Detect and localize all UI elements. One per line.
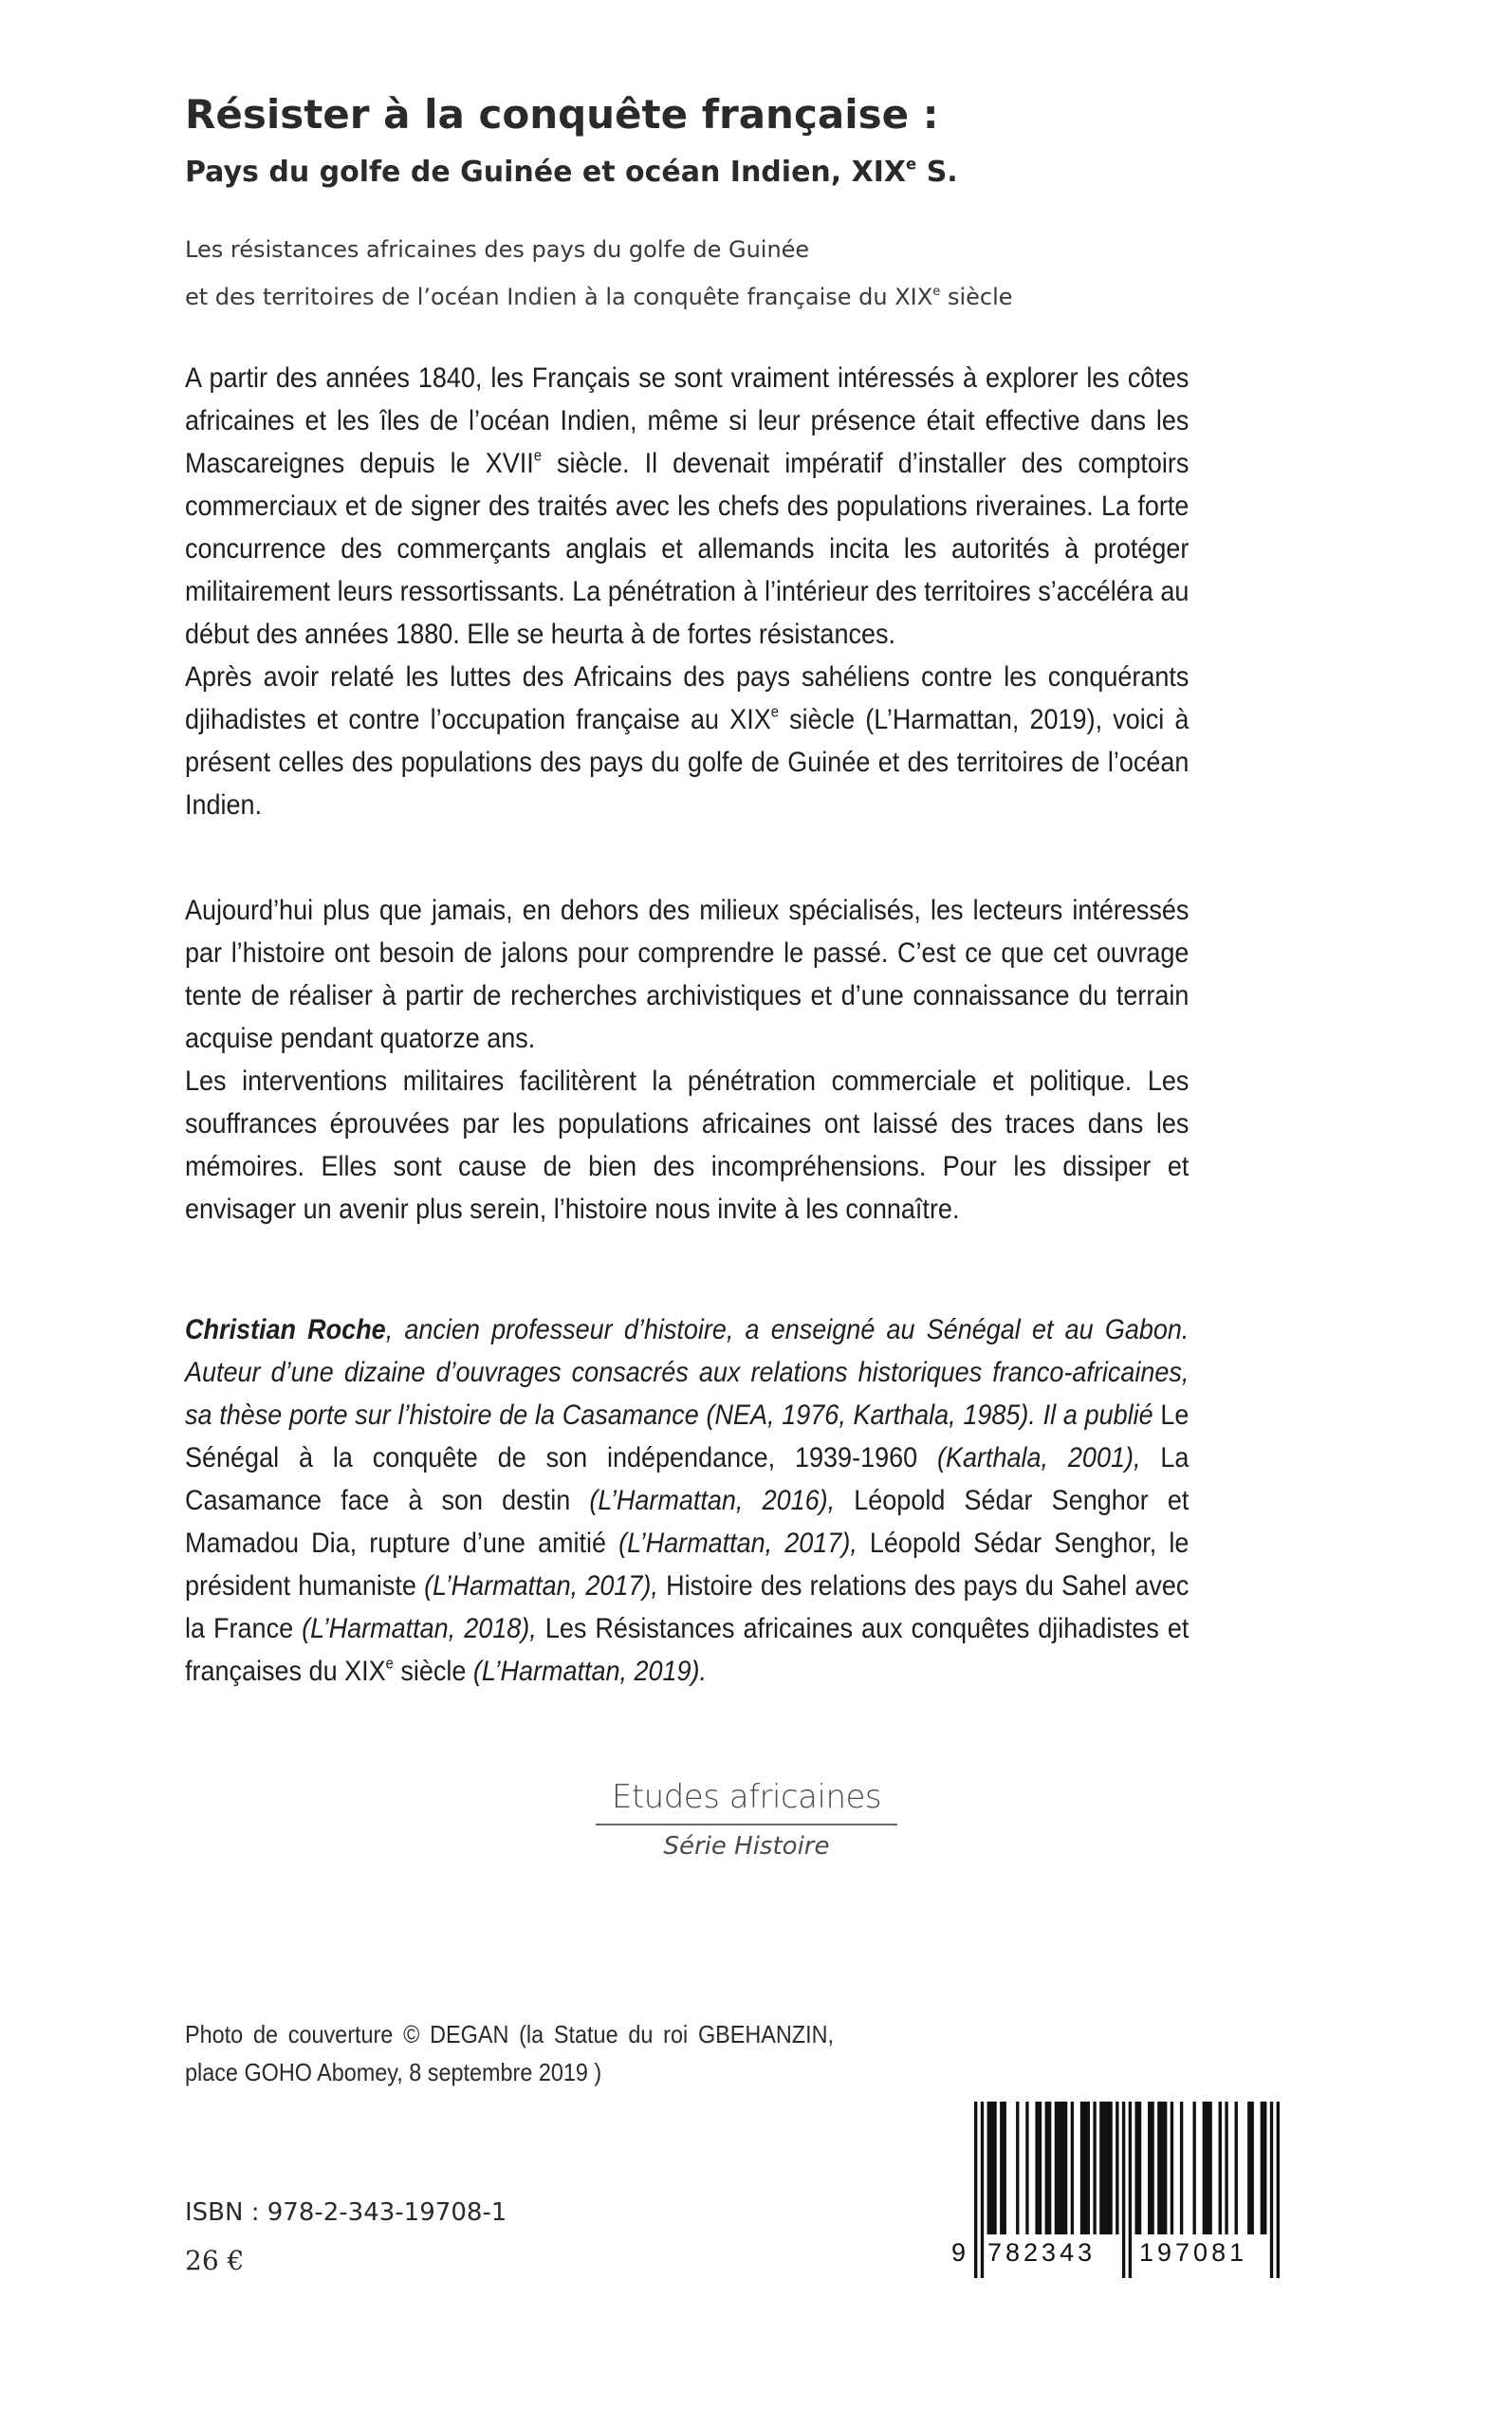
description-line-2 <box>185 273 1247 321</box>
barcode-bar <box>1225 2102 1227 2234</box>
barcode-bar <box>1180 2102 1183 2234</box>
bio-text-3: (L’Harmattan, 2016), <box>570 1485 855 1516</box>
barcode-bar <box>987 2102 997 2234</box>
barcode-bar <box>1016 2102 1019 2234</box>
barcode-bar <box>1219 2102 1222 2234</box>
barcode-digits <box>951 2235 1280 2273</box>
description-line-1: Les résistances africaines des pays du golfe de Guinée <box>185 236 810 263</box>
summary-paragraph-4: Les interventions militaires facilitèrent la pénétration commerciale et politique. Les souffrances éprouvées par les populations africaines ont laissé des traces dans les mémoires. Elles sont cause de bien des incompréhensions. Pour les dissiper et envisager un avenir plus serein, l’histoire nous invite à les connaître. <box>185 1066 1189 1225</box>
author-bio <box>185 1308 1189 1693</box>
summary-paragraph-1 <box>185 357 1189 656</box>
summary-p2-superscript: e <box>770 703 779 721</box>
bio-book-title-2: La Casamance face à son destin <box>185 1442 1189 1516</box>
summary-p1-superscript: e <box>533 447 543 465</box>
barcode-bar <box>1235 2102 1238 2234</box>
bio-text-6: (L’Harmattan, 2018), <box>293 1613 545 1644</box>
bio-book-title-6-superscript: e <box>385 1655 394 1673</box>
summary-paragraph-3: Aujourd’hui plus que jamais, en dehors des milieux spécialisés, les lecteurs intéressés par l’histoire ont besoin de jalons pour comprendre le passé. C’est ce que cet ouvrage tente de réaliser à partir de recherches archivistiques et d’une connaissance du terrain acquise pendant quatorze ans. <box>185 895 1189 1054</box>
barcode-bar <box>1055 2102 1068 2234</box>
barcode-bar <box>1134 2102 1141 2234</box>
book-description <box>185 226 1247 321</box>
barcode-bar <box>1071 2102 1074 2234</box>
barcode-first-digit: 9 <box>951 2238 967 2267</box>
price: 26 € <box>185 2245 245 2276</box>
summary-p2-text-b: siècle (L’Harmattan, 2019), voici à présent celles des populations des pays du golfe de Guinée et des territoires de l’océan Indien. <box>185 704 1189 821</box>
series-divider <box>596 1824 897 1825</box>
isbn: ISBN : 978-2-343-19708-1 <box>185 2198 507 2227</box>
summary-p2-text-a: Après avoir relaté les luttes des Africains des pays sahéliens contre les conquérants djihadistes et contre l’occupation française au XIX <box>185 661 1189 735</box>
barcode-left-group: 782343 <box>987 2238 1097 2267</box>
description-line-2-start: et des territoires de l’océan Indien à la conquête française du XIX <box>185 284 933 310</box>
summary-paragraph-2 <box>185 656 1189 826</box>
barcode-bar <box>1192 2102 1195 2234</box>
bio-book-title-6-b: siècle <box>393 1656 467 1687</box>
description-superscript: e <box>932 285 941 300</box>
book-subtitle <box>185 154 958 192</box>
barcode-bar <box>1261 2102 1267 2234</box>
subtitle-superscript: e <box>906 155 917 174</box>
bio-text-7: (L’Harmattan, 2019). <box>466 1656 708 1687</box>
series-name: Etudes africaines <box>611 1778 882 1816</box>
summary-block-1 <box>185 357 1189 826</box>
summary-p1-text-b: siècle. Il devenait impératif d’installer des comptoirs commerciaux et de signer des traités avec les chefs des populations riveraines. La forte concurrence des commerçants anglais et allemands incita les autorités à protéger militairement leurs ressortissants. La pénétration à l’intérieur des territoires s’accéléra au début des années 1880. Elle se heurta à de fortes résistances. <box>185 448 1189 650</box>
barcode-bar <box>1080 2102 1090 2234</box>
bio-book-title-4: Léopold Sédar Senghor, le président humaniste <box>185 1528 1189 1602</box>
summary-block-2 <box>185 889 1189 1231</box>
series-subseries: Série Histoire <box>663 1832 830 1861</box>
bio-book-title-5: Histoire des relations des pays du Sahel avec la France <box>185 1570 1189 1644</box>
bio-text-1: , ancien professeur d’histoire, a enseigné au Sénégal et au Gabon. Auteur d’une dizaine d’ouvrages consacrés aux relations historiques franco-africaines, sa thèse porte sur l’histoire de la Casamance (NEA, 1976, Karthala, 1985). Il a publié <box>185 1314 1189 1431</box>
summary-p1-text-a: A partir des années 1840, les Français se sont vraiment intéressés à explorer les côtes africaines et les îles de l’océan Indien, même si leur présence était effective dans les Mascareignes depuis le XVII <box>185 362 1189 479</box>
bio-book-title-6-a: Les Résistances africaines aux conquêtes djihadistes et françaises du XIX <box>185 1613 1189 1687</box>
barcode-bar <box>1035 2102 1042 2234</box>
barcode-bar <box>1171 2102 1173 2234</box>
bio-book-title-3: Léopold Sédar Senghor et Mamadou Dia, rupture d’une amitié <box>185 1485 1189 1559</box>
barcode-bar <box>1045 2102 1052 2234</box>
book-title: Résister à la conquête française : <box>185 91 939 138</box>
description-line-2-end: siècle <box>940 284 1013 310</box>
barcode-bar <box>1099 2102 1113 2234</box>
barcode-bar <box>1203 2102 1212 2234</box>
series-logo <box>596 1776 897 1863</box>
barcode-bar <box>1093 2102 1096 2234</box>
barcode-bar <box>1000 2102 1006 2234</box>
barcode-bar <box>1247 2102 1254 2234</box>
barcode-bar <box>1157 2102 1167 2234</box>
barcode-bar <box>1148 2102 1154 2234</box>
bio-book-title-1: Le Sénégal à la conquête de son indépendance, 1939-1960 <box>185 1399 1189 1473</box>
bio-text-4: (L’Harmattan, 2017), <box>606 1528 870 1559</box>
author-name: Christian Roche <box>185 1314 386 1345</box>
barcode-bar <box>1025 2102 1028 2234</box>
bio-text-5: (L’Harmattan, 2017), <box>415 1570 667 1602</box>
author-bio-paragraph <box>185 1308 1189 1693</box>
barcode-right-group: 197081 <box>1139 2238 1248 2267</box>
subtitle-text: Pays du golfe de Guinée et océan Indien, XIX <box>185 156 907 189</box>
photo-credit: Photo de couverture © DEGAN (la Statue du roi GBEHANZIN, place GOHO Abomey, 8 septembre 2019 ) <box>185 2020 834 2086</box>
bio-text-2: (Karthala, 2001), <box>917 1442 1161 1473</box>
subtitle-suffix: S. <box>916 156 958 189</box>
barcode-bar <box>1116 2102 1118 2234</box>
